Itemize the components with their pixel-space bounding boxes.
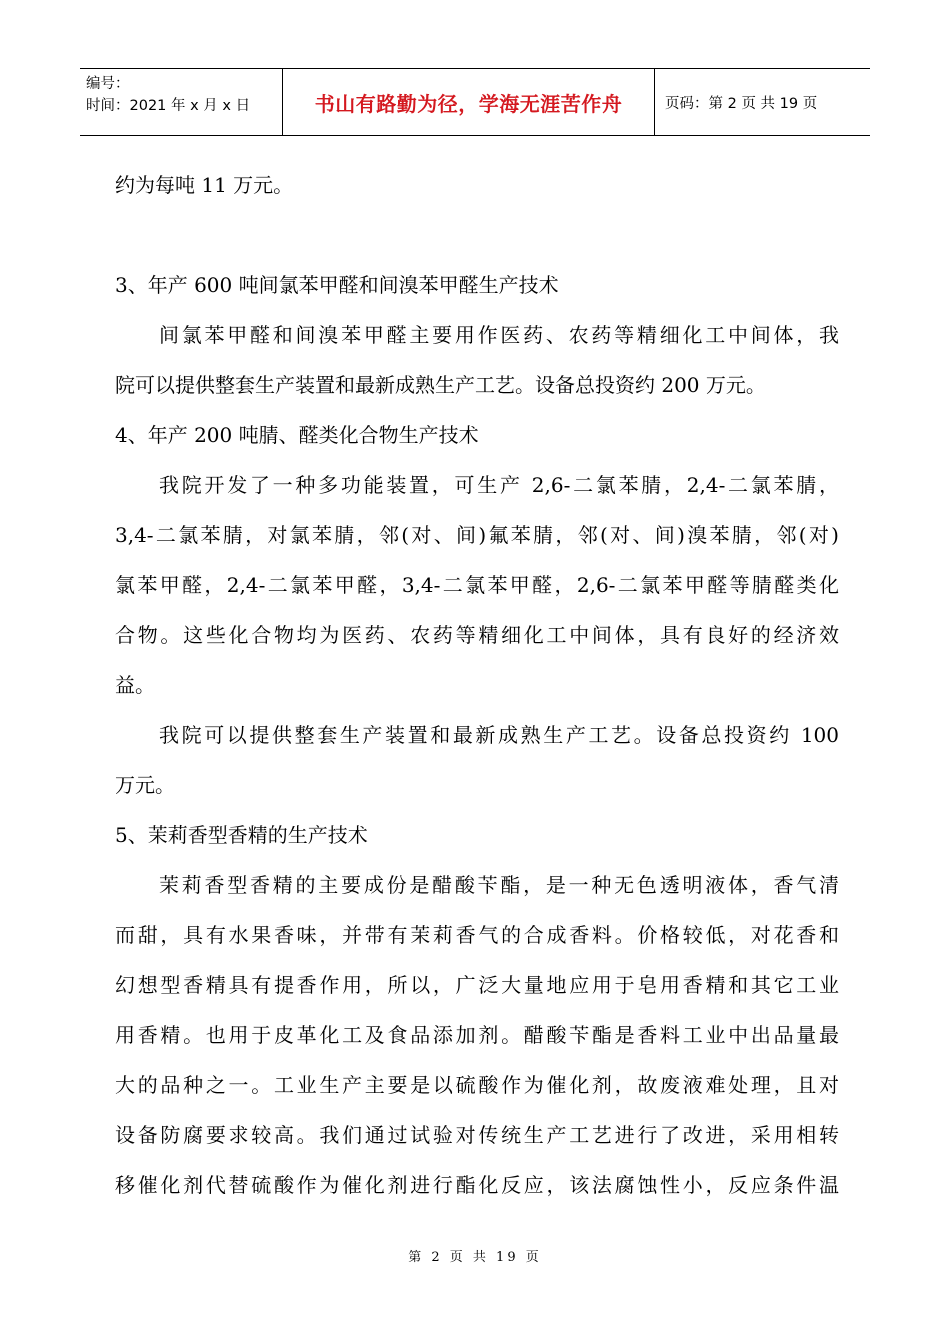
- page-footer: 第 2 页 共 19 页: [408, 1250, 542, 1265]
- paragraph-line: 设备防腐要求较高。我们通过试验对传统生产工艺进行了改进，采用相转: [115, 1123, 839, 1147]
- paragraph-line: 合物。这些化合物均为医药、农药等精细化工中间体，具有良好的经济效: [115, 623, 839, 647]
- paragraph-line: 大的品种之一。工业生产主要是以硫酸作为催化剂，故废液难处理，且对: [115, 1073, 839, 1097]
- paragraph-line: 用香精。也用于皮革化工及食品添加剂。醋酸苄酯是香料工业中出品量最: [115, 1023, 839, 1047]
- paragraph-line: 氯苯甲醛，2,4-二氯苯甲醛，3,4-二氯苯甲醛，2,6-二氯苯甲醛等腈醛类化: [115, 573, 839, 597]
- paragraph-line: 移催化剂代替硫酸作为催化剂进行酯化反应，该法腐蚀性小，反应条件温: [115, 1173, 839, 1197]
- paragraph-line: 而甜，具有水果香味，并带有茉莉香气的合成香料。价格较低，对花香和: [115, 923, 839, 947]
- paragraph-line: 幻想型香精具有提香作用，所以，广泛大量地应用于皂用香精和其它工业: [115, 973, 839, 997]
- page-header: [80, 68, 870, 136]
- document-body: [115, 160, 839, 1210]
- number-label: 编号：: [86, 76, 130, 92]
- paragraph-line: 院可以提供整套生产装置和最新成熟生产工艺。设备总投资约 200 万元。: [115, 373, 766, 397]
- blank-line: [115, 210, 839, 260]
- section-heading-5: 5、茉莉香型香精的生产技术: [115, 823, 368, 847]
- header-motto: 书山有路勤为径，学海无涯苦作舟: [282, 69, 655, 135]
- paragraph-line: 约为每吨 11 万元。: [115, 173, 294, 197]
- paragraph-line: 我院开发了一种多功能装置，可生产 2,6-二氯苯腈，2,4-二氯苯腈，: [159, 473, 839, 497]
- paragraph-line: 我院可以提供整套生产装置和最新成熟生产工艺。设备总投资约 100: [159, 723, 839, 747]
- paragraph-line: 间氯苯甲醛和间溴苯甲醛主要用作医药、农药等精细化工中间体，我: [159, 323, 839, 347]
- date-label: 时间：2021 年 x 月 x 日: [86, 98, 251, 114]
- paragraph-line: 3,4-二氯苯腈，对氯苯腈，邻(对、间)氟苯腈，邻(对、间)溴苯腈，邻(对): [115, 523, 839, 547]
- paragraph-line: 益。: [115, 673, 155, 697]
- header-meta: [80, 69, 282, 135]
- paragraph-line: 万元。: [115, 773, 175, 797]
- paragraph-line: 茉莉香型香精的主要成份是醋酸苄酯，是一种无色透明液体，香气清: [159, 873, 839, 897]
- section-heading-4: 4、年产 200 吨腈、醛类化合物生产技术: [115, 423, 479, 447]
- section-heading-3: 3、年产 600 吨间氯苯甲醛和间溴苯甲醛生产技术: [115, 273, 559, 297]
- header-page-info: 页码：第 2 页 共 19 页: [665, 95, 818, 112]
